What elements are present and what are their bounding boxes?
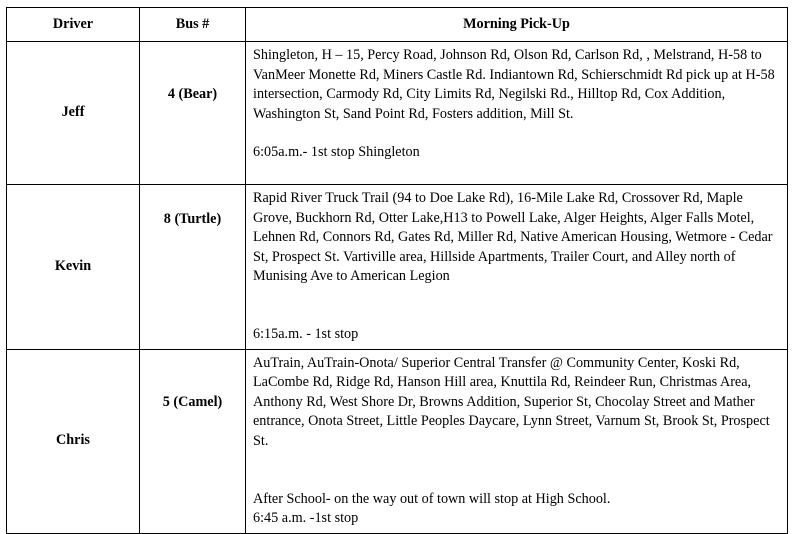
route-cell <box>246 185 788 350</box>
driver-name: Chris <box>7 349 140 533</box>
header-morning-pickup: Morning Pick-Up <box>246 8 788 42</box>
header-row <box>7 8 788 42</box>
bus-number: 8 (Turtle) <box>140 185 246 350</box>
table-row <box>7 42 788 185</box>
first-stop-time: 6:45 a.m. -1st stop <box>253 510 359 527</box>
first-stop-time: 6:15a.m. - 1st stop <box>253 325 359 342</box>
driver-name: Kevin <box>7 185 140 350</box>
bus-schedule-table <box>6 7 788 534</box>
bus-number: 4 (Bear) <box>140 42 246 185</box>
after-school-note: After School- on the way out of town will stop at High School. <box>253 490 611 507</box>
route-cell <box>246 349 788 533</box>
route-stops: AuTrain, AuTrain-Onota/ Superior Central Transfer @ Community Center, Koski Rd, LaCombe Rd, Ridge Rd, Hanson Hill area, Knuttila Rd, Reindeer Run, Christmas Area, Anthony Rd, West Shore Dr, Browns Addition, Superior St, Chocolay Street and Mather entrance, Onota Street, Little Peoples Daycare, Lynn Street, Varnum St, Brook St, Prospect St. <box>253 354 770 449</box>
header-driver: Driver <box>7 8 140 42</box>
table-row <box>7 185 788 350</box>
route-stops: Rapid River Truck Trail (94 to Doe Lake Rd), 16-Mile Lake Rd, Crossover Rd, Maple Grove, Buckhorn Rd, Otter Lake,H13 to Powell Lake, Alger Heights, Alger Falls Motel, Lehnen Rd, Connors Rd, Gates Rd, Miller Rd, Native American Housing, Wetmore - Cedar St, Prospect St. Vartiville area, Hillside Apartments, Trailer Court, and Alley north of Munising Ave to American Legion <box>253 190 773 285</box>
header-bus-number: Bus # <box>140 8 246 42</box>
driver-name: Jeff <box>7 42 140 185</box>
route-stops: Shingleton, H – 15, Percy Road, Johnson Rd, Olson Rd, Carlson Rd, , Melstrand, H-58 to VanMeer Monette Rd, Miners Castle Rd. Indiantown Rd, Schierschmidt Rd pick up at H-58 intersection, Carmody Rd, City Limits Rd, Negilski Rd., Hilltop Rd, Cox Addition, Washington St, Sand Point Rd, Fosters addition, Mill St. <box>253 47 775 122</box>
route-cell <box>246 42 788 185</box>
bus-number: 5 (Camel) <box>140 349 246 533</box>
table-row <box>7 349 788 533</box>
first-stop-time: 6:05a.m.- 1st stop Shingleton <box>253 144 420 161</box>
